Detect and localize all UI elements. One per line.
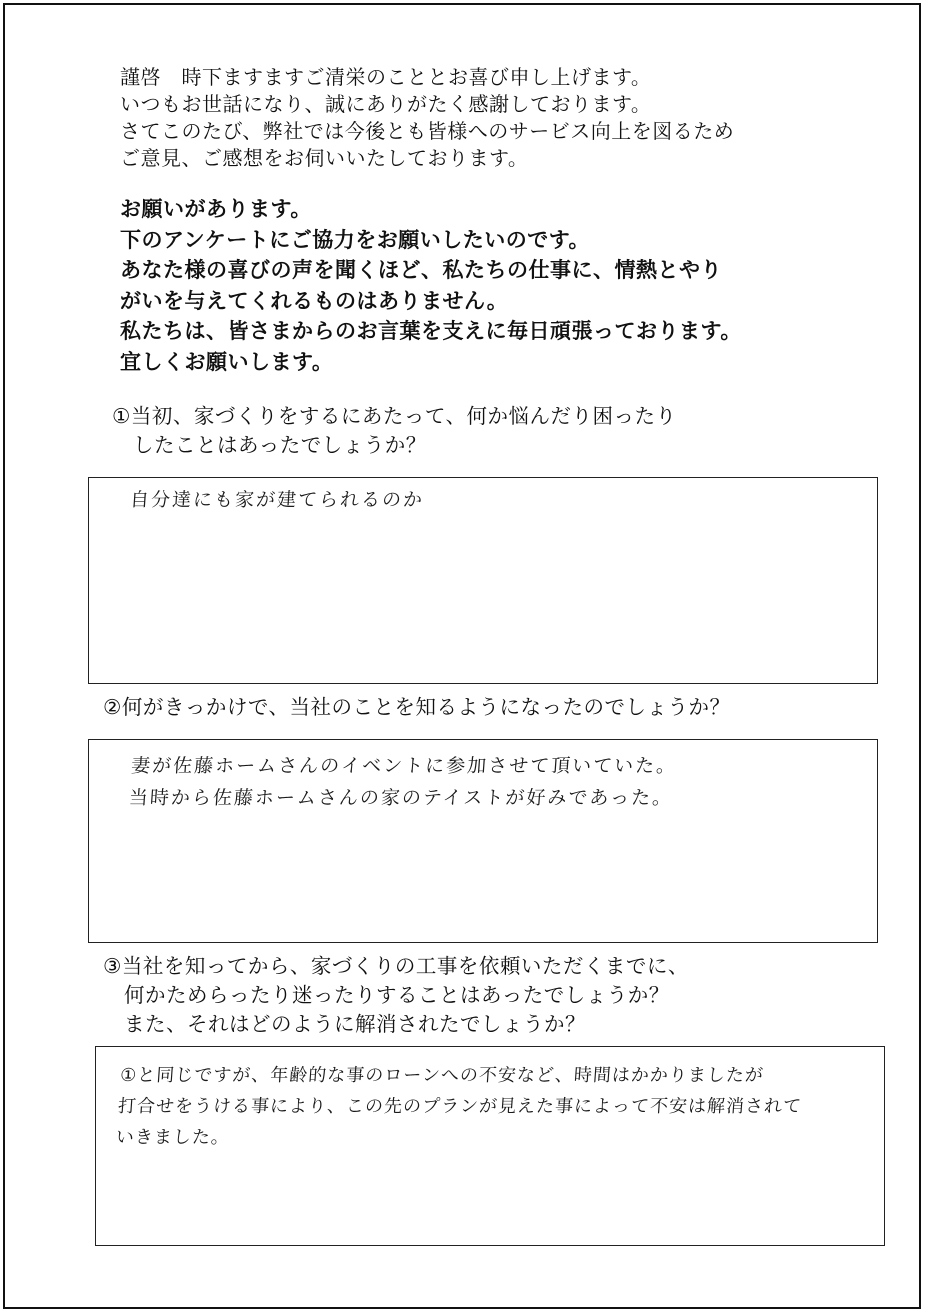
request-line: 宜しくお願いします。 <box>120 349 334 374</box>
greeting-paragraph <box>120 64 820 172</box>
answer-1-handwriting <box>129 484 425 516</box>
greeting-line: いつもお世話になり、誠にありがたく感謝しております。 <box>120 92 652 116</box>
request-line: 下のアンケートにご協力をお願いしたいのです。 <box>120 227 591 252</box>
greeting-line: ご意見、ご感想をお伺いいたしております。 <box>120 146 529 170</box>
question-3-line: また、それはどのように解消されたでしょうか？ <box>103 1012 586 1036</box>
request-line: お願いがあります。 <box>120 197 312 221</box>
question-3-line: 何かためらったり迷ったりすることはあったでしょうか？ <box>103 983 670 1007</box>
answer-3-line: 打合せをうける事により、この先のプランが見えた事によって不安は解消されて <box>117 1096 803 1117</box>
question-1-line: したことはあったでしょうか？ <box>112 433 427 457</box>
answer-2-line: 妻が佐藤ホームさんのイベントに参加させて頂いていた。 <box>130 755 678 777</box>
request-line: あなた様の喜びの声を聞くほど、私たちの仕事に、情熱とやり <box>120 258 722 282</box>
answer-2-handwriting <box>128 750 678 814</box>
question-2-line: ②何がきっかけで、当社のことを知るようになったのでしょうか？ <box>103 695 731 719</box>
answer-1-line: 自分達にも家が建てられるのか <box>129 489 425 511</box>
request-paragraph <box>120 194 840 377</box>
question-3-line: ③当社を知ってから、家づくりの工事を依頼いただくまでに、 <box>103 954 689 978</box>
greeting-line: さてこのたび、弊社では今後とも皆様へのサービス向上を図るため <box>120 119 735 143</box>
request-line: 私たちは、皆さまからのお言葉を支えに毎日頑張っております。 <box>120 319 742 343</box>
question-1-line: ①当初、家づくりをするにあたって、何か悩んだり困ったり <box>112 404 677 428</box>
answer-3-line: ①と同じですが、年齢的な事のローンへの不安など、時間はかかりましたが <box>119 1065 765 1086</box>
answer-3-handwriting <box>115 1060 806 1153</box>
greeting-line: 謹啓 時下ますますご清栄のこととお喜び申し上げます。 <box>120 65 652 89</box>
question-1 <box>112 402 676 460</box>
question-2 <box>103 693 730 722</box>
request-line: がいを与えてくれるものはありません。 <box>120 288 509 313</box>
answer-3-line: いきました。 <box>115 1127 231 1148</box>
question-3 <box>103 952 689 1039</box>
answer-2-line: 当時から佐藤ホームさんの家のテイストが好みであった。 <box>128 787 674 809</box>
